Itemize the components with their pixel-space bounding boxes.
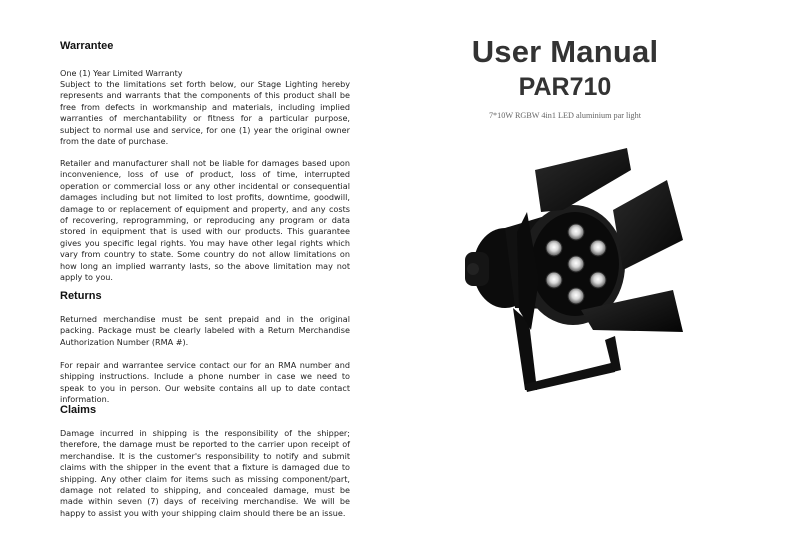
returns-paragraph-2: For repair and warrantee service contact our for an RMA number and shipping instructions. Include a phone number in case we need to speak to you in person. Our website contains all up to date contact information.: [60, 360, 350, 405]
returns-heading: Returns: [60, 290, 102, 302]
product-description: 7*10W RGBW 4in1 LED aluminium par light: [488, 111, 642, 120]
yoke-bracket: [513, 308, 537, 390]
model-name: PAR710: [518, 73, 612, 101]
returns-paragraph-1: Returned merchandise must be sent prepaid and in the original packing. Package must be clearly labeled with a Return Merchandise Authorization Number (RMA #).: [60, 314, 350, 347]
warranty-subtitle: One (1) Year Limited Warranty: [60, 68, 183, 78]
claims-paragraph: Damage incurred in shipping is the responsibility of the shipper; therefore, the damage must be reported to the carrier upon receipt of merchandise. It is the customer's responsibility to notify and submit claims with the shipper in the event that a fixture is damaged due to shipping. Any other claim for items such as missing component/part, damage not related to shipping, and concealed damage, must be made within seven (7) days of receiving merchandise. We will be happy to assist you with your shipping claim should there be an issue.: [60, 428, 350, 518]
warrantee-paragraph-1: Subject to the limitations set forth below, our Stage Lighting hereby represents and warrants that the components of this product shall be free from defects in workmanship and materials, including implied warranties of merchantability or fitness for a particular purpose, subject to normal use and service, for one (1) year the original owner from the date of purchase.: [60, 79, 350, 147]
barn-door-top: [535, 148, 631, 212]
barn-door-right: [613, 180, 683, 270]
claims-heading: Claims: [60, 404, 97, 416]
warrantee-paragraph-2: Retailer and manufacturer shall not be liable for damages based upon inconvenience, loss of use of product, loss of time, interrupted operation or commercial loss or any other incidental or consequential damages including but not limited to lost profits, downtime, goodwill, damage to or replacement of equipment and property, and any costs of recovering, reprogramming, or reproducing any program or data stored in equipment that is used with our products. This guarantee gives you specific legal rights. You may have other legal rights which vary from country to state. Some country do not allow limitations on how long an implied warranty lasts, so the above limitation may not apply to you.: [60, 158, 350, 283]
manual-title: User Manual: [471, 34, 659, 69]
par-light-image: [455, 140, 695, 400]
warrantee-heading: Warrantee: [60, 40, 114, 52]
